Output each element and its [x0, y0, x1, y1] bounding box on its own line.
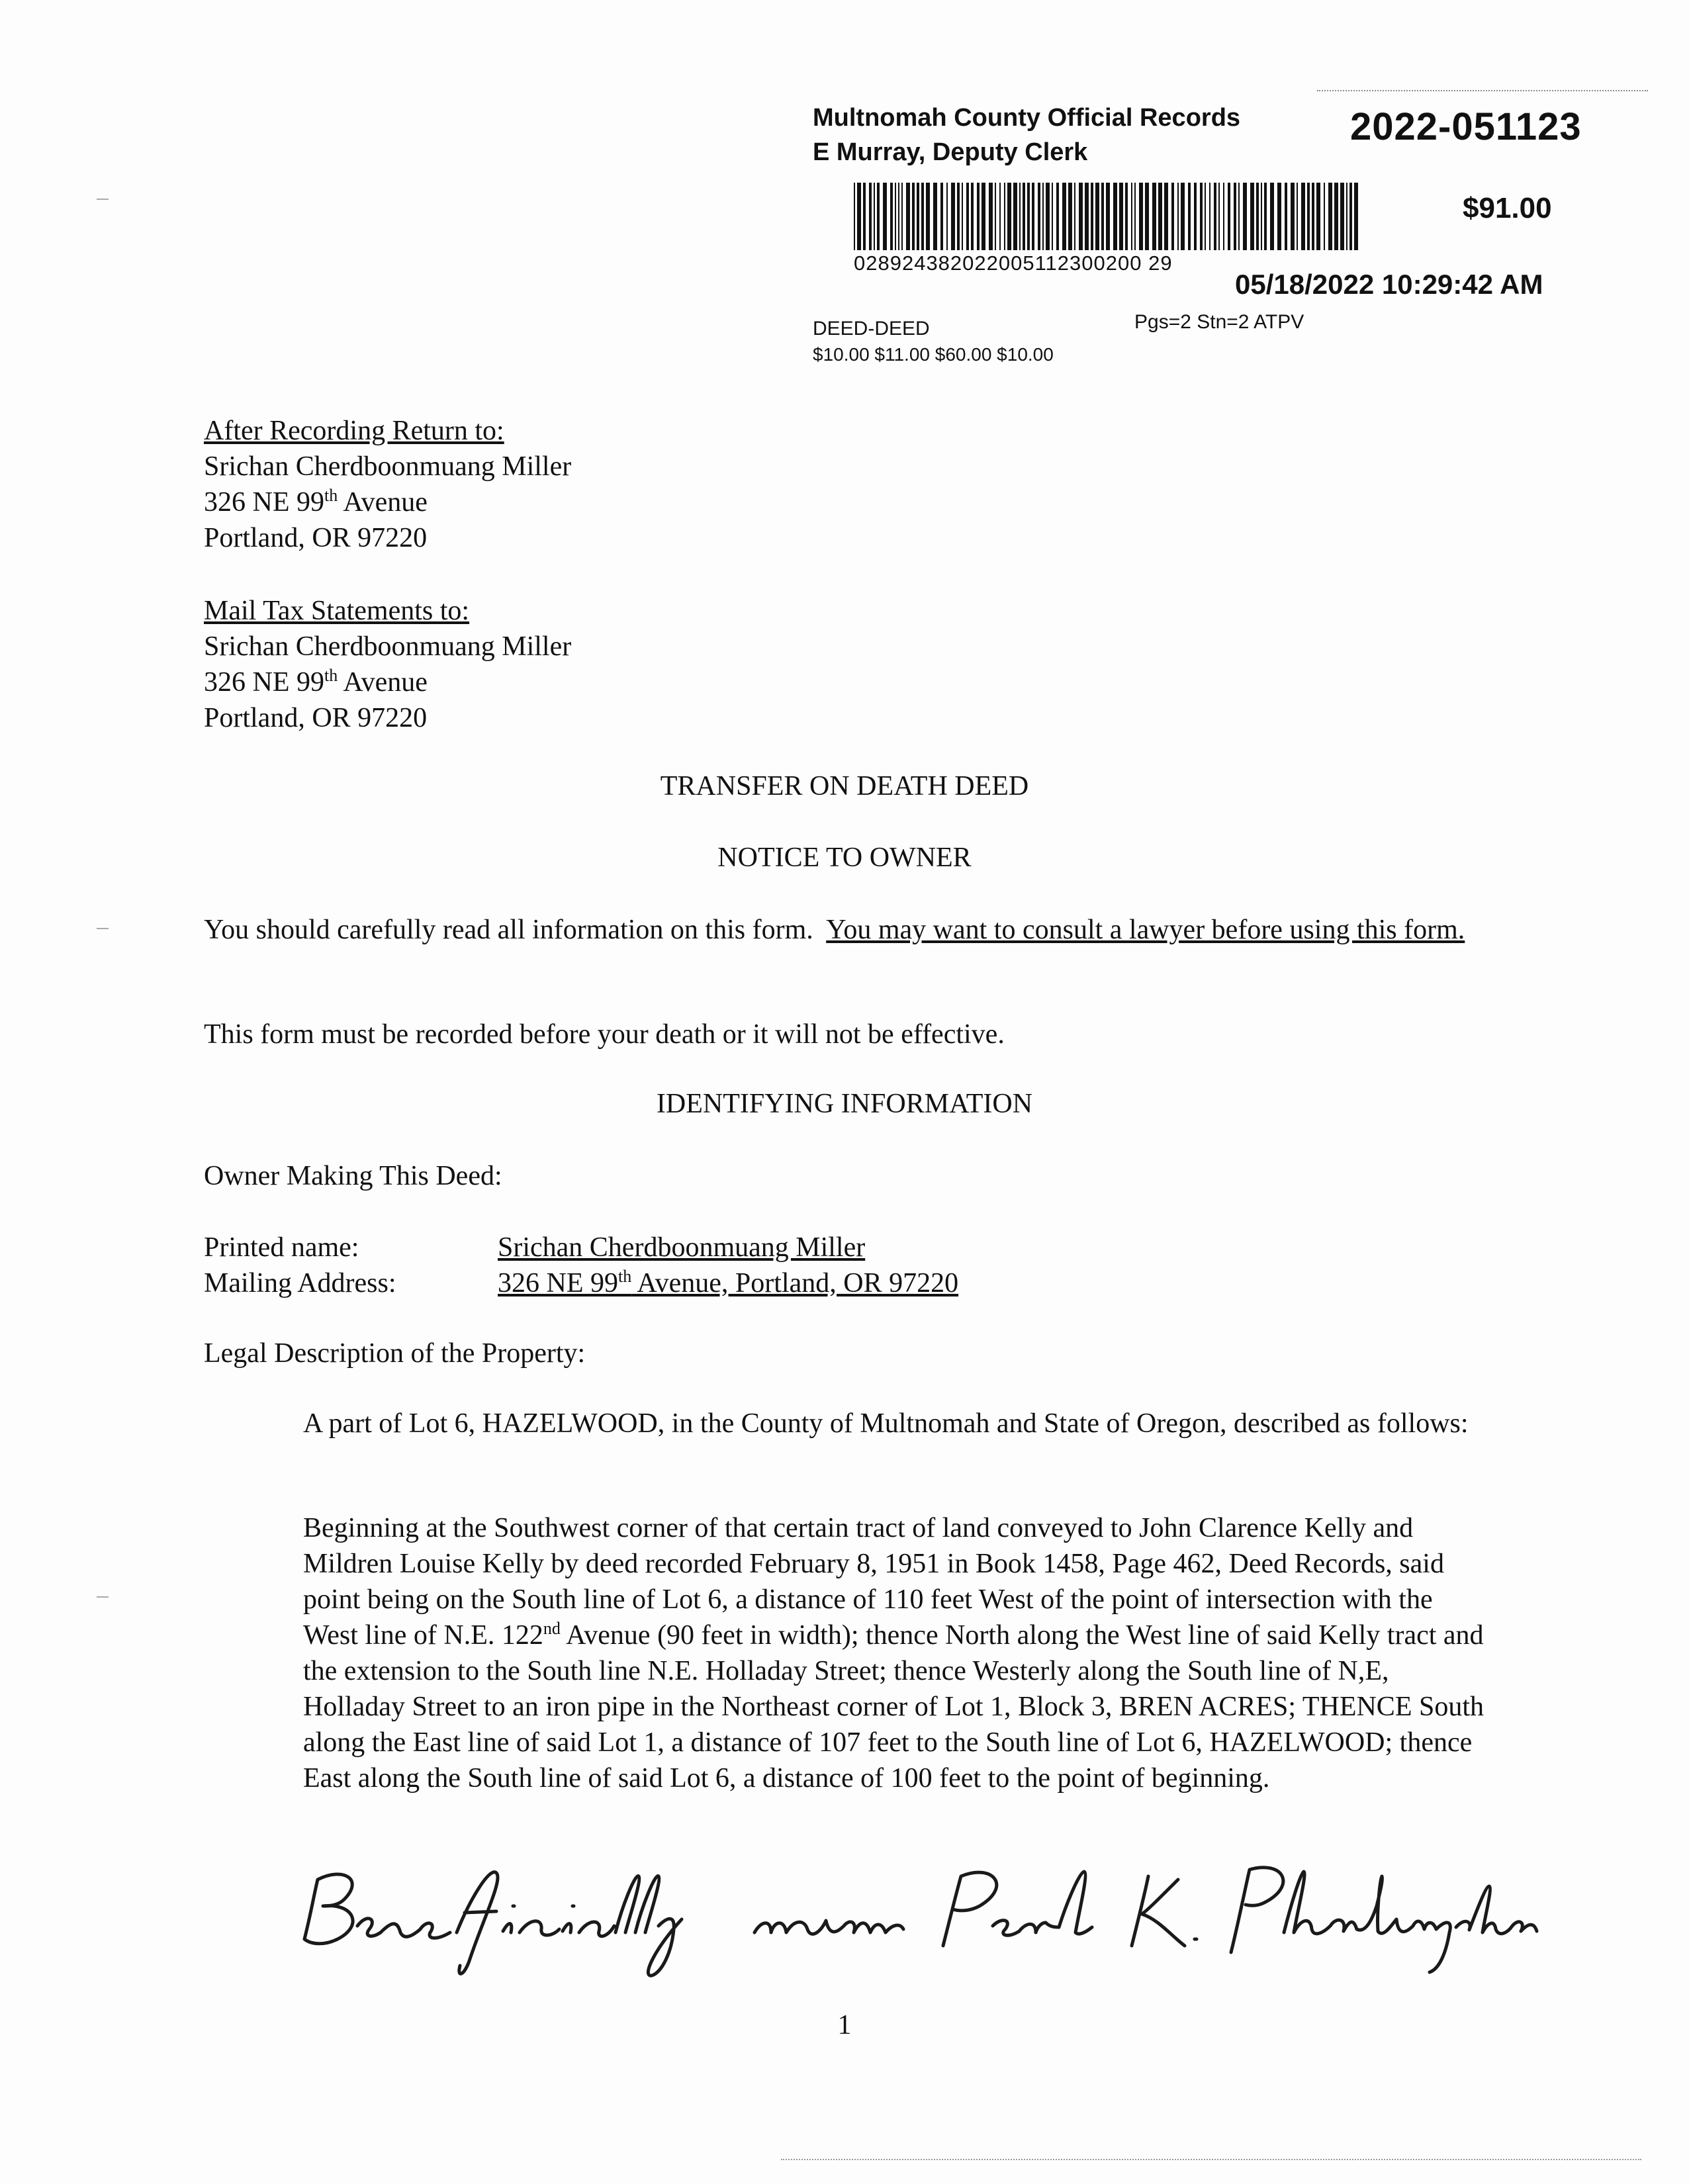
- barcode-bar: [1145, 183, 1149, 250]
- barcode-bar: [1312, 183, 1314, 250]
- return-to-heading: After Recording Return to:: [204, 416, 504, 446]
- barcode-bar: [1062, 183, 1066, 250]
- barcode-bar: [1038, 183, 1040, 250]
- recording-fees: $10.00 $11.00 $60.00 $10.00: [813, 344, 1054, 365]
- barcode-bar: [1131, 183, 1132, 250]
- tax-statements-street: 326 NE 99th Avenue: [204, 666, 428, 698]
- barcode-bar: [1346, 183, 1347, 250]
- barcode-bar: [1074, 183, 1075, 250]
- barcode-bar: [1188, 183, 1191, 250]
- barcode-bar: [1194, 183, 1197, 250]
- recording-clerk: E Murray, Deputy Clerk: [813, 138, 1088, 166]
- must-record-notice: This form must be recorded before your death or it will not be effective.: [204, 1019, 1005, 1050]
- barcode-bar: [921, 183, 924, 250]
- barcode-bar: [1181, 183, 1185, 250]
- legal-intro: A part of Lot 6, HAZELWOOD, in the County of Multnomah and State of Oregon, described as follows:: [303, 1408, 1469, 1439]
- barcode-bar: [917, 183, 919, 250]
- barcode-bar: [1158, 183, 1162, 250]
- barcode-bar: [1052, 183, 1053, 250]
- barcode-bar: [1177, 183, 1179, 250]
- barcode-bar: [940, 183, 943, 250]
- return-to-name: Srichan Cherdboonmuang Miller: [204, 451, 572, 482]
- barcode-bar: [890, 183, 893, 250]
- barcode-bar: [995, 183, 996, 250]
- barcode-bar: [999, 183, 1001, 250]
- barcode-bar: [1200, 183, 1203, 250]
- barcode-bar: [1125, 183, 1128, 250]
- barcode-bar: [1277, 183, 1281, 250]
- barcode-bar: [1091, 183, 1093, 250]
- barcode-bar: [1238, 183, 1240, 250]
- barcode-bar: [1261, 183, 1262, 250]
- barcode-bar: [1354, 183, 1358, 250]
- owner-labels: [204, 1230, 396, 1301]
- barcode-bar: [1205, 183, 1206, 250]
- barcode-bar: [906, 183, 910, 250]
- scan-artifact-line-bottom: [781, 2159, 1641, 2160]
- barcode-bar: [971, 183, 974, 250]
- barcode-bar: [1340, 183, 1344, 250]
- tax-statements-city: Portland, OR 97220: [204, 703, 428, 733]
- barcode-bar: [1328, 183, 1332, 250]
- barcode-bar: [957, 183, 960, 250]
- barcode-bar: [1101, 183, 1104, 250]
- barcode-bar: [857, 183, 861, 250]
- tax-statements-name: Srichan Cherdboonmuang Miller: [204, 631, 572, 662]
- barcode-bar: [1307, 183, 1310, 250]
- barcode-bar: [1032, 183, 1034, 250]
- printed-name-label: Printed name:: [204, 1232, 359, 1263]
- barcode-bar: [1119, 183, 1123, 250]
- barcode-bar: [1004, 183, 1005, 250]
- barcode-bar: [898, 183, 899, 250]
- barcode-bar: [1027, 183, 1030, 250]
- barcode-bar: [1095, 183, 1099, 250]
- barcode-number: 028924382022005112300200 29: [854, 251, 1173, 275]
- barcode-bar: [901, 183, 903, 250]
- barcode-bar: [1085, 183, 1089, 250]
- barcode-bar: [989, 183, 993, 250]
- notice-title: NOTICE TO OWNER: [717, 842, 972, 873]
- barcode-bar: [912, 183, 915, 250]
- barcode-bar: [951, 183, 955, 250]
- barcode-bar: [1264, 183, 1267, 250]
- barcode-bar: [869, 183, 872, 250]
- barcode-bar: [1243, 183, 1247, 250]
- handwritten-note: [291, 1840, 1549, 1979]
- barcode-bar: [1285, 183, 1287, 250]
- barcode-bar: [1106, 183, 1110, 250]
- barcode-bar: [1139, 183, 1143, 250]
- barcode-bar: [1349, 183, 1352, 250]
- barcode-bar: [1042, 183, 1044, 250]
- barcode-bar: [1079, 183, 1083, 250]
- pages-station: Pgs=2 Stn=2 ATPV: [1134, 311, 1304, 333]
- tax-statements-heading: Mail Tax Statements to:: [204, 596, 470, 626]
- recording-amount: $91.00: [1463, 192, 1552, 224]
- margin-tick: [97, 1596, 109, 1598]
- barcode-bar: [962, 183, 963, 250]
- barcode-bar: [1324, 183, 1325, 250]
- barcode-bar: [854, 183, 855, 250]
- barcode-bar: [1068, 183, 1072, 250]
- barcode-bar: [1056, 183, 1059, 250]
- recording-office-name: Multnomah County Official Records: [813, 104, 1241, 132]
- barcode-bar: [1209, 183, 1210, 250]
- barcode-bar: [1164, 183, 1168, 250]
- barcode-bar: [1019, 183, 1021, 250]
- mailing-address-label: Mailing Address:: [204, 1268, 396, 1298]
- barcode-bar: [1218, 183, 1220, 250]
- barcode-bar: [895, 183, 896, 250]
- identifying-title: IDENTIFYING INFORMATION: [656, 1089, 1033, 1119]
- margin-tick: [97, 928, 109, 929]
- barcode-bar: [1316, 183, 1320, 250]
- barcode-bar: [1256, 183, 1259, 250]
- barcode-bar: [946, 183, 948, 250]
- barcode-bar: [1171, 183, 1174, 250]
- legal-description-heading: Legal Description of the Property:: [204, 1338, 586, 1369]
- barcode-bar: [1113, 183, 1117, 250]
- legal-description: Beginning at the Southwest corner of that certain tract of land conveyed to John Clarence Kelly and Mildren Louise Kelly by deed recorded February 8, 1951 in Book 1458, Page 462, Deed Records, said point being on the South line of Lot 6, a distance of 110 feet West of the point of intersection with the West line of N.E. 122nd Avenue (90 feet in width); thence North along the West line of said Kelly tract and the extension to the South line N.E. Holladay Street; thence Westerly along the South line of N,E, Holladay Street to an iron pipe in the Northeast corner of Lot 1, Block 3, BREN ACRES; THENCE South along the East line of said Lot 1, a distance of 107 feet to the South line of Lot 6, HAZELWOOD; thence East along the South line of said Lot 6, a distance of 100 feet to the point of beginning.: [303, 1513, 1484, 1794]
- barcode-bar: [1301, 183, 1305, 250]
- barcode-bar: [1046, 183, 1050, 250]
- barcode-bar: [981, 183, 985, 250]
- barcode-bar: [877, 183, 880, 250]
- barcode-bar: [966, 183, 969, 250]
- barcode-bar: [1334, 183, 1338, 250]
- return-to-block: [204, 413, 571, 556]
- deed-title: TRANSFER ON DEATH DEED: [660, 771, 1029, 801]
- barcode-bar: [933, 183, 937, 250]
- barcode-bar: [1291, 183, 1295, 250]
- barcode-bar: [1223, 183, 1224, 250]
- scan-artifact-line: [1317, 90, 1648, 91]
- mailing-address-value: 326 NE 99th Avenue, Portland, OR 97220: [498, 1267, 959, 1298]
- barcode-bar: [1013, 183, 1017, 250]
- barcode-bar: [1234, 183, 1236, 250]
- barcode: [854, 183, 1363, 250]
- notice-sentence-1: You should carefully read all information on this form.: [204, 915, 813, 945]
- document-type: DEED-DEED: [813, 318, 930, 340]
- printed-name-value: Srichan Cherdboonmuang Miller: [498, 1232, 866, 1263]
- margin-tick: [97, 199, 109, 200]
- barcode-bar: [883, 183, 887, 250]
- page-number: 1: [837, 2010, 852, 2040]
- barcode-bar: [1297, 183, 1298, 250]
- barcode-bar: [863, 183, 866, 250]
- owner-values: [498, 1230, 958, 1301]
- return-to-street: 326 NE 99th Avenue: [204, 486, 428, 518]
- notice-paragraph: [204, 912, 1481, 948]
- barcode-bar: [1270, 183, 1274, 250]
- barcode-bar: [1152, 183, 1156, 250]
- return-to-city: Portland, OR 97220: [204, 523, 428, 553]
- barcode-bar: [1134, 183, 1136, 250]
- recording-office: [813, 101, 1240, 169]
- tax-statements-block: [204, 593, 571, 736]
- barcode-bar: [977, 183, 980, 250]
- recording-datetime: 05/18/2022 10:29:42 AM: [1235, 269, 1543, 300]
- instrument-number: 2022-051123: [1350, 105, 1582, 148]
- barcode-bar: [1228, 183, 1230, 250]
- barcode-bar: [1214, 183, 1216, 250]
- owner-heading: Owner Making This Deed:: [204, 1161, 502, 1191]
- barcode-bar: [1250, 183, 1254, 250]
- barcode-bar: [926, 183, 930, 250]
- barcode-bar: [874, 183, 875, 250]
- notice-sentence-2: You may want to consult a lawyer before using this form.: [826, 915, 1465, 945]
- barcode-bar: [1007, 183, 1011, 250]
- barcode-bar: [1023, 183, 1025, 250]
